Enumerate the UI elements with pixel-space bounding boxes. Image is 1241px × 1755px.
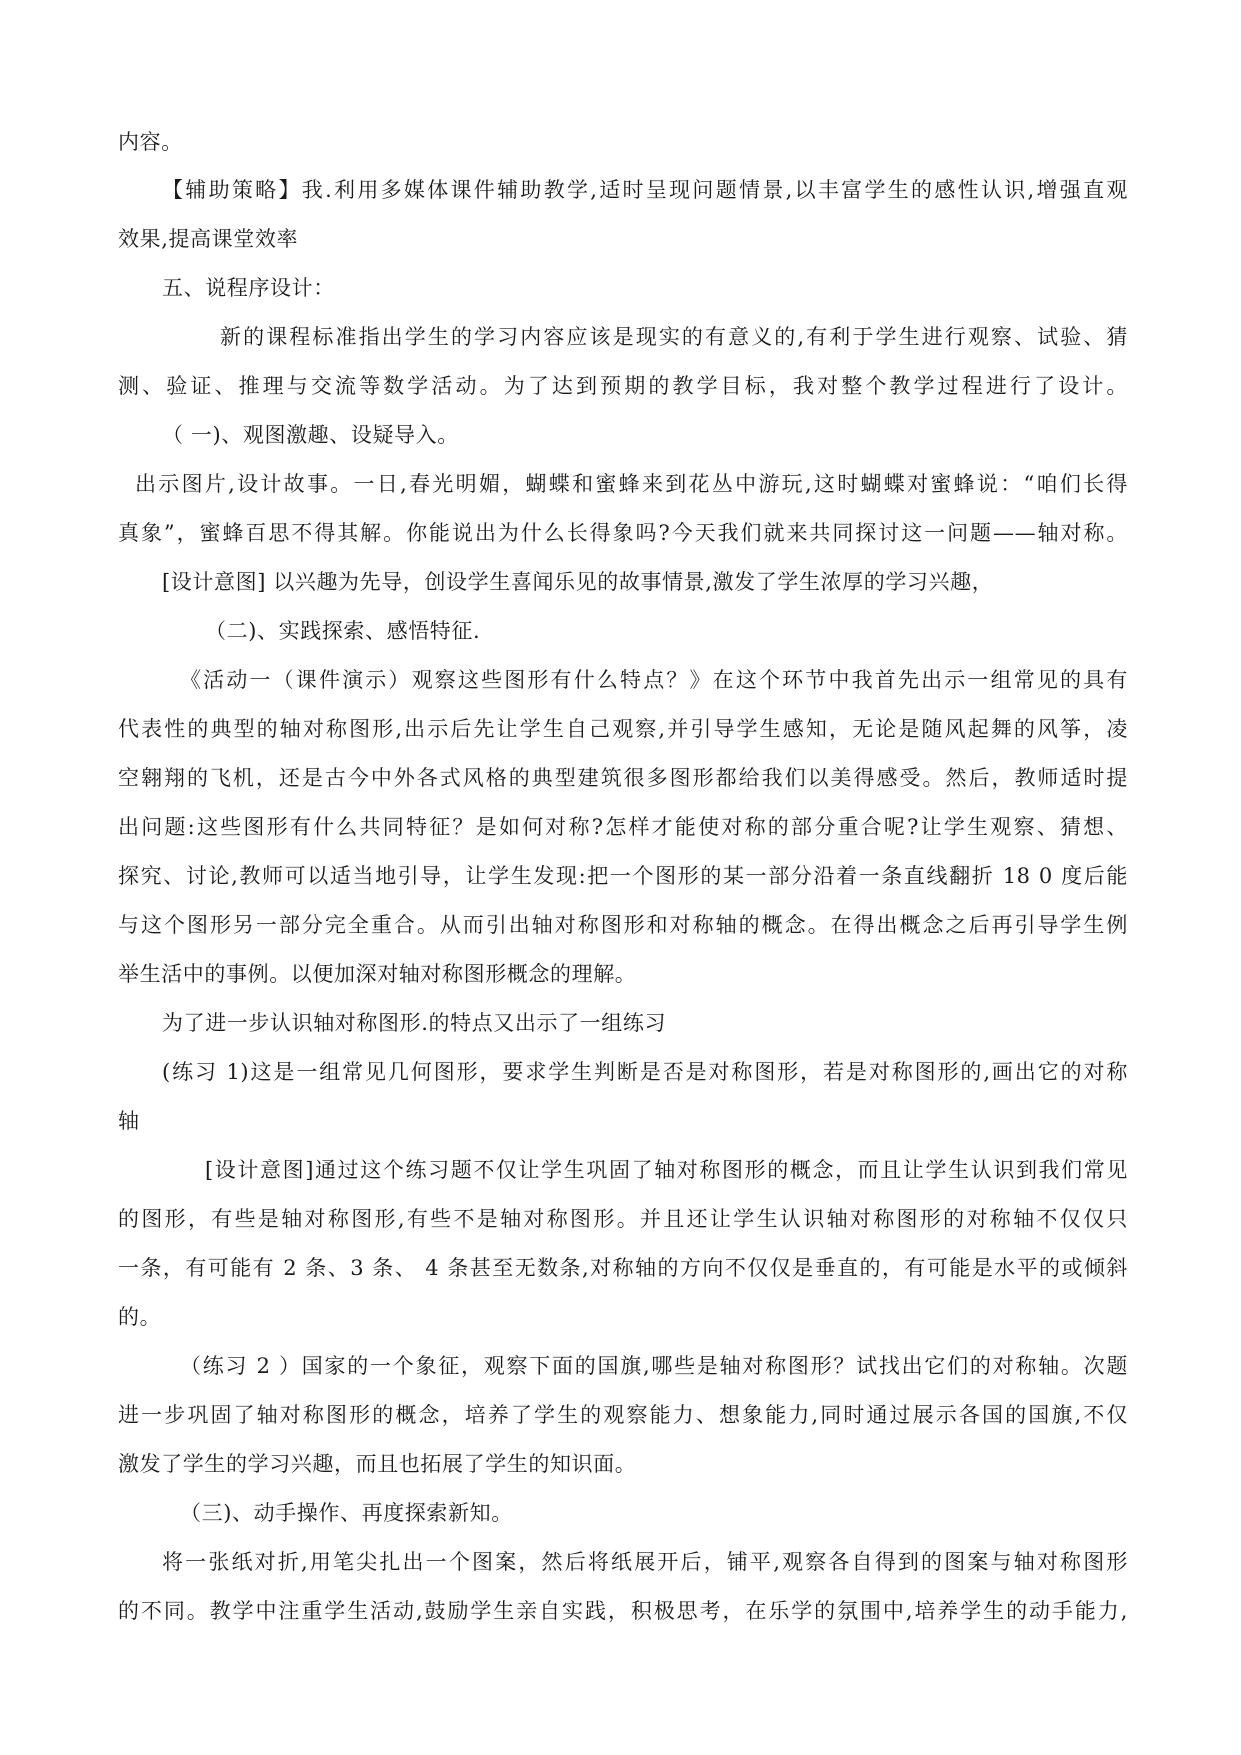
text-line: 的图形，有些是轴对称图形,有些不是轴对称图形。并且还让学生认识轴对称图形的对称轴不仅仅只 [118,1207,1128,1231]
text-line: 出示图片,设计故事。一日,春光明媚，蝴蝶和蜜蜂来到花丛中游玩,这时蝴蝶对蜜蜂说：“咱们长得 [135,472,1128,496]
text-line: 激发了学生的学习兴趣，而且也拓展了学生的知识面。 [118,1452,637,1476]
text-line: 效果,提高课堂效率 [118,227,299,251]
text-line: 的不同。教学中注重学生活动,鼓励学生亲自实践，积极思考，在乐学的氛围中,培养学生的动手能力, [118,1599,1128,1623]
text-line: 出问题:这些图形有什么共同特征？是如何对称?怎样才能使对称的部分重合呢?让学生观察、猜想、 [118,815,1128,839]
text-line: [设计意图]通过这个练习题不仅让学生巩固了轴对称图形的概念，而且让学生认识到我们常见 [205,1158,1128,1182]
section-heading: 五、说程序设计： [162,276,335,300]
text-line: (练习 1)这是一组常见几何图形，要求学生判断是否是对称图形，若是对称图形的,画出它的对称 [162,1060,1128,1084]
text-line: 进一步巩固了轴对称图形的概念，培养了学生的观察能力、想象能力,同时通过展示各国的国旗,不仅 [118,1403,1128,1427]
text-line: （练习 2 ）国家的一个象征，观察下面的国旗,哪些是轴对称图形？试找出它们的对称轴。次题 [180,1354,1128,1378]
text-line: 测、验证、推理与交流等数学活动。为了达到预期的教学目标，我对整个教学过程进行了设计。 [118,374,1128,398]
subsection-heading: （ 一)、观图激趣、设疑导入。 [162,423,459,447]
subsection-heading: （三)、动手操作、再度探索新知。 [180,1501,513,1525]
text-line: 举生活中的事例。以便加深对轴对称图形概念的理解。 [118,962,637,986]
text-line: 【辅助策略】我.利用多媒体课件辅助教学,适时呈现问题情景,以丰富学生的感性认识,增强直观 [162,178,1128,202]
subsection-heading: （二)、实践探索、感悟特征. [205,619,481,643]
text-line: 探究、讨论,教师可以适当地引导，让学生发现:把一个图形的某一部分沿着一条直线翻折 18 0 度后能 [118,864,1128,888]
text-line: 为了进一步认识轴对称图形.的特点又出示了一组练习 [162,1011,667,1035]
text-line: 真象”，蜜蜂百思不得其解。你能说出为什么长得象吗?今天我们就来共同探讨这一问题——轴对称。 [118,521,1128,545]
text-line: 《活动一（课件演示）观察这些图形有什么特点？》在这个环节中我首先出示一组常见的具有 [180,668,1128,692]
text-line: 一条，有可能有 2 条、3 条、 4 条甚至无数条,对称轴的方向不仅仅是垂直的，有可能是水平的或倾斜 [118,1256,1128,1280]
text-line: 与这个图形另一部分完全重合。从而引出轴对称图形和对称轴的概念。在得出概念之后再引导学生例 [118,913,1128,937]
text-line: 代表性的典型的轴对称图形,出示后先让学生自己观察,并引导学生感知，无论是随风起舞的风筝，凌 [118,717,1128,741]
text-line: [设计意图] 以兴趣为先导，创设学生喜闻乐见的故事情景,激发了学生浓厚的学习兴趣， [162,570,994,594]
text-line: 新的课程标准指出学生的学习内容应该是现实的有意义的,有利于学生进行观察、试验、猜 [220,325,1128,349]
text-line: 空翱翔的飞机，还是古今中外各式风格的典型建筑很多图形都给我们以美得感受。然后，教师适时提 [118,766,1128,790]
text-line: 的。 [118,1305,162,1329]
text-line: 轴 [118,1109,140,1133]
text-line: 将一张纸对折,用笔尖扎出一个图案，然后将纸展开后，铺平,观察各自得到的图案与轴对称图形 [162,1550,1128,1574]
text-line: 内容。 [118,130,183,154]
